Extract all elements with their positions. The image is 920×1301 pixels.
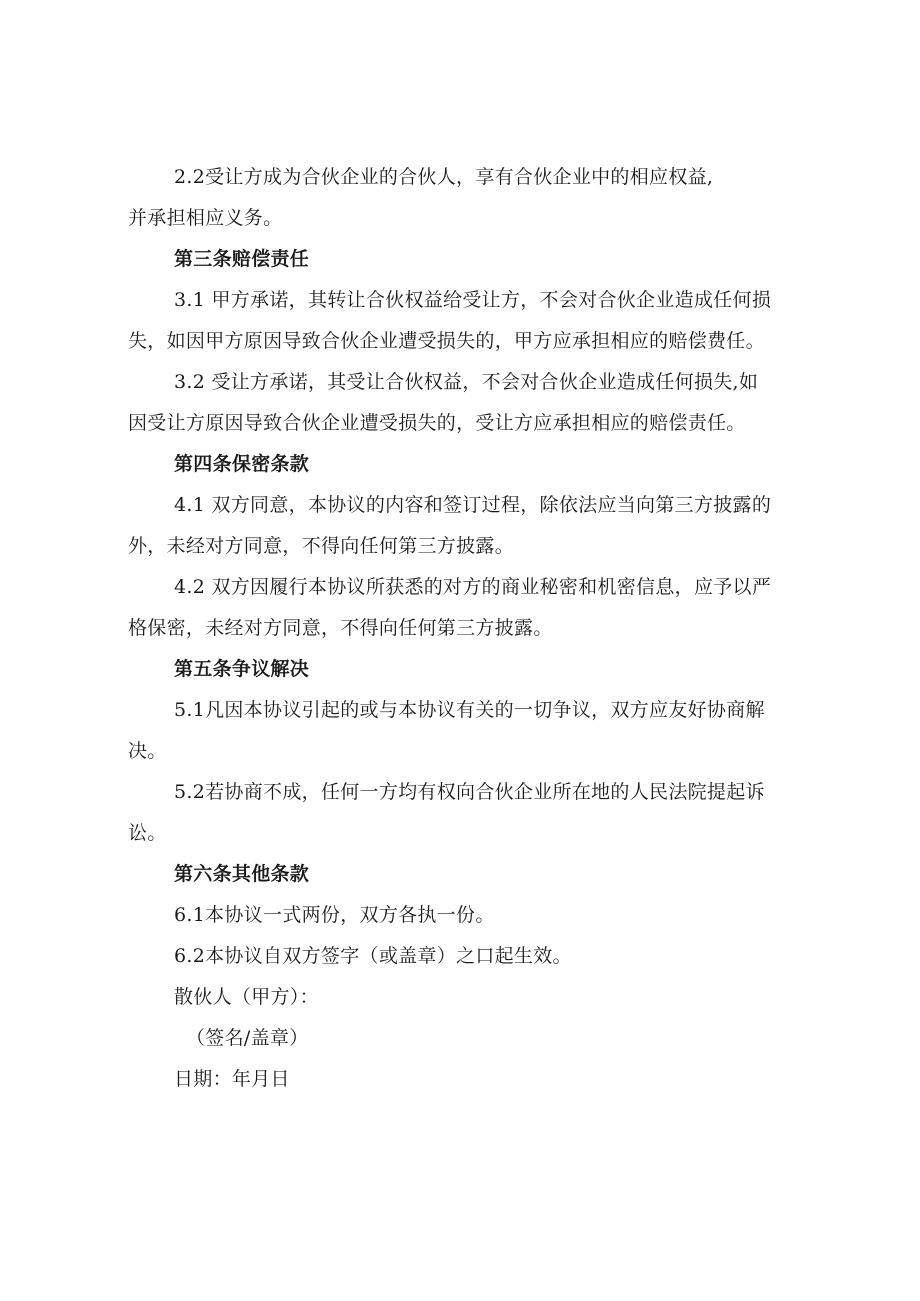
- clause-3-1-line-1: 3.1 甲方承诺，其转让合伙权益给受让方，不会对合伙企业造成任何损: [174, 289, 772, 311]
- clause-5-2-line-2: 讼。: [128, 822, 167, 844]
- clause-4-1-line-2: 外，未经对方同意，不得向任何第三方披露。: [128, 535, 515, 557]
- clause-5-2-line-1: 5.2若协商不成，任何一方均有权向合伙企业所在地的人民法院提起诉: [174, 781, 765, 803]
- clause-6-2: 6.2本协议自双方签字（或盖章）之口起生效。: [174, 945, 572, 967]
- article-4-heading: 第四条保密条款: [174, 453, 310, 475]
- signatory-label: 散伙人（甲方）：: [174, 986, 319, 1008]
- clause-2-2-line-1: 2.2受让方成为合伙企业的合伙人，享有合伙企业中的相应权益,: [174, 166, 714, 188]
- clause-2-2-line-2: 并承担相应义务。: [128, 207, 283, 229]
- signature-placeholder: （签名/盖章）: [186, 1027, 309, 1049]
- clause-3-2-line-1: 3.2 受让方承诺，其受让合伙权益，不会对合伙企业造成任何损失,如: [174, 371, 759, 393]
- clause-5-1-line-2: 决。: [128, 740, 167, 762]
- clause-4-2-line-2: 格保密，未经对方同意，不得向任何第三方披露。: [128, 617, 553, 639]
- clause-4-1-line-1: 4.1 双方同意，本协议的内容和签订过程，除依法应当向第三方披露的: [174, 494, 772, 516]
- article-5-heading: 第五条争议解决: [174, 658, 310, 680]
- document-body: [128, 157, 798, 1100]
- clause-3-1-line-2: 失，如因甲方原因导致合伙企业遭受损失的，甲方应承担相应的赔偿费任。: [128, 330, 765, 352]
- date-label: 日期：年月日: [174, 1068, 290, 1090]
- clause-6-1: 6.1本协议一式两份，双方各执一份。: [174, 904, 495, 926]
- article-3-heading: 第三条赔偿责任: [174, 248, 310, 270]
- clause-3-2-line-2: 因受让方原因导致合伙企业遭受损失的，受让方应承担相应的赔偿责任。: [128, 412, 746, 434]
- clause-5-1-line-1: 5.1凡因本协议引起的或与本协议有关的一切争议，双方应友好协商解: [174, 699, 765, 721]
- clause-4-2-line-1: 4.2 双方因履行本协议所获悉的对方的商业秘密和机密信息，应予以严: [174, 576, 772, 598]
- article-6-heading: 第六条其他条款: [174, 863, 310, 885]
